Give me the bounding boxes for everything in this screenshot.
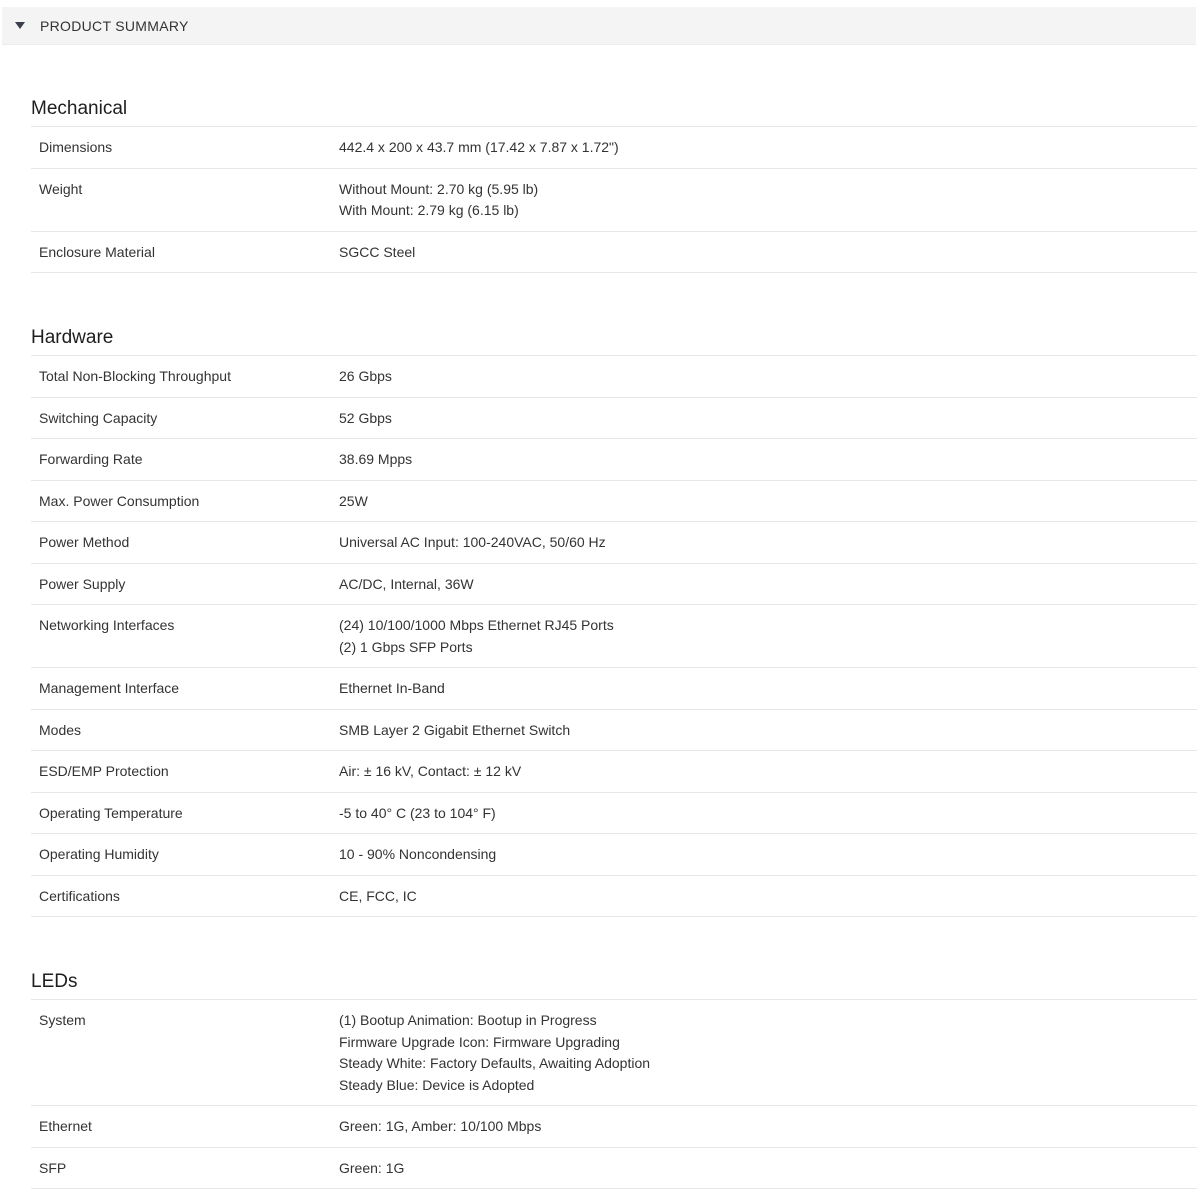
spec-value — [339, 231, 1197, 273]
spec-value-line: 442.4 x 200 x 43.7 mm (17.42 x 7.87 x 1.72") — [339, 139, 619, 155]
spec-label: Dimensions — [39, 139, 113, 155]
spec-value-line: AC/DC, Internal, 36W — [339, 575, 474, 592]
spec-row — [31, 480, 1197, 522]
spec-value — [339, 397, 1197, 439]
spec-row — [31, 356, 1197, 398]
spec-label: SFP — [39, 1159, 67, 1176]
spec-value-line: 10 - 90% Noncondensing — [339, 846, 497, 862]
spec-value — [339, 1106, 1197, 1148]
spec-row — [31, 668, 1197, 710]
spec-value — [339, 751, 1197, 793]
spec-label: Max. Power Consumption — [39, 492, 200, 509]
spec-row — [31, 792, 1197, 834]
spec-content — [31, 44, 1197, 1189]
spec-row — [31, 751, 1197, 793]
spec-value-line: 26 Gbps — [339, 368, 392, 384]
section-mechanical — [31, 91, 1197, 273]
spec-value — [339, 792, 1197, 834]
spec-row — [31, 168, 1197, 231]
spec-row — [31, 875, 1197, 917]
spec-label: Modes — [39, 721, 82, 738]
section-title: Hardware — [31, 327, 114, 348]
spec-value-line: Without Mount: 2.70 kg (5.95 lb) — [339, 180, 539, 197]
spec-value — [339, 480, 1197, 522]
spec-value-line: Green: 1G, Amber: 10/100 Mbps — [339, 1118, 542, 1134]
spec-label: Ethernet — [39, 1118, 92, 1134]
spec-value-line: With Mount: 2.79 kg (6.15 lb) — [339, 202, 519, 218]
spec-row — [31, 231, 1197, 273]
spec-label: Total Non-Blocking Throughput — [39, 368, 231, 384]
spec-value-line: Air: ± 16 kV, Contact: ± 12 kV — [339, 763, 522, 779]
spec-value-line: (1) Bootup Animation: Bootup in Progress — [339, 1012, 597, 1028]
spec-value — [339, 563, 1197, 605]
spec-value — [339, 875, 1197, 917]
spec-value-line: 25W — [339, 492, 368, 509]
spec-label: Networking Interfaces — [39, 617, 175, 633]
spec-value — [339, 127, 1197, 169]
spec-value-line: -5 to 40° C (23 to 104° F) — [339, 804, 496, 821]
spec-label: Operating Humidity — [39, 846, 159, 862]
spec-row — [31, 439, 1197, 481]
spec-value-line: (2) 1 Gbps SFP Ports — [339, 638, 473, 655]
section-hardware — [31, 320, 1197, 917]
spec-row — [31, 1106, 1197, 1148]
spec-value — [339, 356, 1197, 398]
spec-row — [31, 834, 1197, 876]
spec-value — [339, 168, 1197, 231]
spec-label: ESD/EMP Protection — [39, 763, 169, 779]
spec-label: Management Interface — [39, 680, 180, 696]
spec-value — [339, 668, 1197, 710]
spec-label: Forwarding Rate — [39, 451, 143, 467]
spec-row — [31, 563, 1197, 605]
spec-value-line: Steady Blue: Device is Adopted — [339, 1076, 535, 1093]
spec-row — [31, 709, 1197, 751]
spec-label: Power Method — [39, 534, 130, 550]
spec-table — [31, 126, 1197, 273]
spec-value — [339, 1147, 1197, 1189]
spec-row — [31, 522, 1197, 564]
spec-value-line: Green: 1G — [339, 1159, 405, 1176]
spec-label: Power Supply — [39, 575, 126, 592]
spec-table — [31, 355, 1197, 917]
spec-value — [339, 1000, 1197, 1106]
spec-table — [31, 999, 1197, 1189]
spec-row — [31, 397, 1197, 439]
spec-row — [31, 127, 1197, 169]
spec-label: Enclosure Material — [39, 243, 155, 260]
product-summary-toggle[interactable] — [2, 7, 1196, 45]
spec-value-line: SGCC Steel — [339, 243, 416, 260]
section-title: Mechanical — [31, 98, 128, 119]
spec-label: Switching Capacity — [39, 409, 158, 426]
spec-value-line: Ethernet In-Band — [339, 680, 445, 696]
spec-label: Operating Temperature — [39, 804, 183, 821]
spec-value-line: 52 Gbps — [339, 409, 392, 426]
spec-value-line: Steady White: Factory Defaults, Awaiting Adoption — [339, 1055, 651, 1071]
spec-label: Certifications — [39, 887, 120, 904]
spec-row — [31, 1147, 1197, 1189]
spec-value-line: Universal AC Input: 100-240VAC, 50/60 Hz — [339, 534, 606, 550]
spec-value-line: Firmware Upgrade Icon: Firmware Upgrading — [339, 1033, 620, 1050]
spec-row — [31, 605, 1197, 668]
spec-value-line: CE, FCC, IC — [339, 887, 417, 904]
spec-value-line: SMB Layer 2 Gigabit Ethernet Switch — [339, 721, 571, 738]
section-title: LEDs — [31, 971, 78, 992]
spec-value — [339, 709, 1197, 751]
spec-label: System — [39, 1012, 86, 1028]
caret-down-icon — [15, 22, 25, 29]
spec-value-line: (24) 10/100/1000 Mbps Ethernet RJ45 Ports — [339, 617, 614, 633]
spec-value — [339, 439, 1197, 481]
spec-value — [339, 605, 1197, 668]
section-leds — [31, 964, 1197, 1189]
spec-value — [339, 834, 1197, 876]
spec-row — [31, 1000, 1197, 1106]
spec-value — [339, 522, 1197, 564]
product-summary-label: PRODUCT SUMMARY — [40, 17, 189, 34]
spec-label: Weight — [39, 180, 83, 197]
spec-value-line: 38.69 Mpps — [339, 451, 413, 467]
